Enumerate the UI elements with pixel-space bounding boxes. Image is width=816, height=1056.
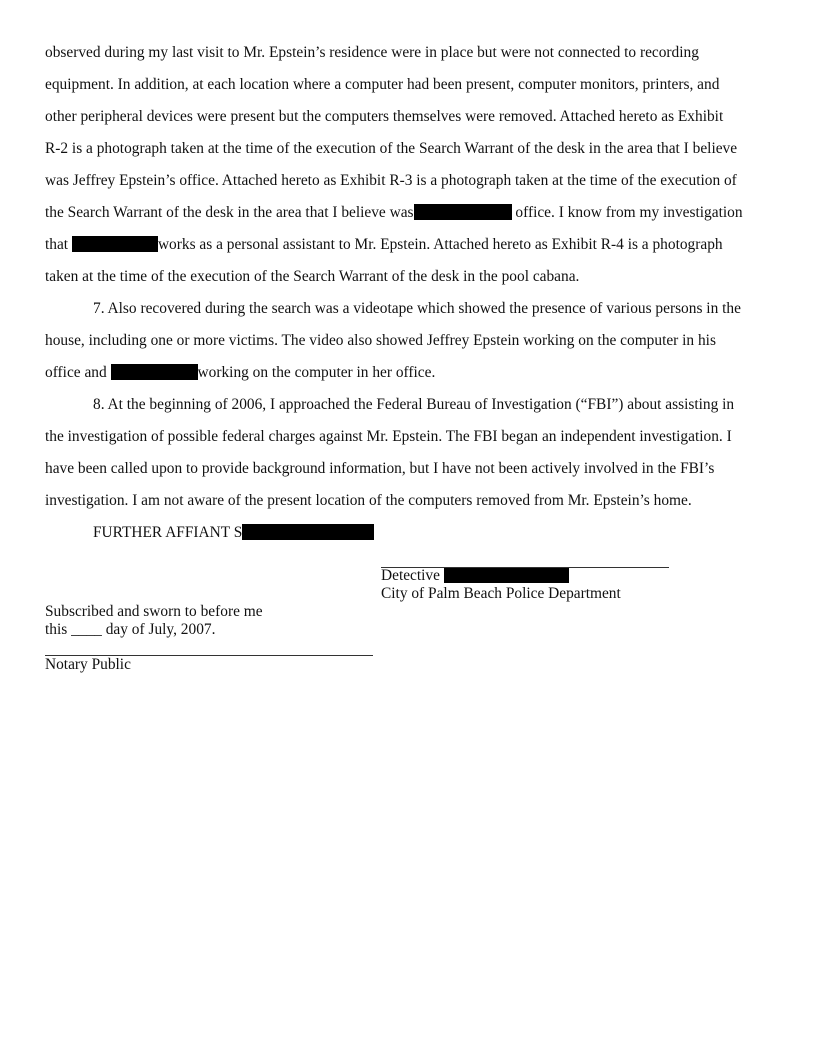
- body-text: works as a personal assistant to Mr. Epstein. Attached hereto as Exhibit R-4 is a photograph: [157, 236, 723, 253]
- body-line-with-redaction: [45, 364, 435, 382]
- further-affiant-line: [93, 524, 374, 542]
- redaction-bar: [72, 236, 158, 252]
- paragraph-7-line: house, including one or more victims. The video also showed Jeffrey Epstein working on the computer in his: [45, 332, 716, 349]
- body-text: office and: [45, 364, 111, 381]
- body-line-with-redaction: [45, 236, 723, 254]
- body-line: R-2 is a photograph taken at the time of the execution of the Search Warrant of the desk in the area that I believe: [45, 140, 738, 157]
- paragraph-8-line: have been called upon to provide background information, but I have not been actively involved in the FBI’s: [45, 460, 715, 477]
- paragraph-8-line: investigation. I am not aware of the present location of the computers removed from Mr. Epstein’s home.: [45, 492, 692, 509]
- body-line-with-redaction: [45, 204, 743, 222]
- paragraph-8-line: 8. At the beginning of 2006, I approached the Federal Bureau of Investigation (“FBI”) about assisting in: [93, 396, 735, 413]
- body-line: was Jeffrey Epstein’s office. Attached hereto as Exhibit R-3 is a photograph taken at the time of the execution of: [45, 172, 737, 189]
- redaction-bar: [111, 364, 198, 380]
- notary-date-line: this ____ day of July, 2007.: [45, 621, 216, 638]
- body-text: the Search Warrant of the desk in the area that I believe was: [45, 204, 414, 221]
- paragraph-7-line: 7. Also recovered during the search was a videotape which showed the presence of various persons in the: [93, 300, 741, 317]
- department-name: City of Palm Beach Police Department: [381, 585, 621, 602]
- body-line: other peripheral devices were present but the computers themselves were removed. Attached hereto as Exhibit: [45, 108, 724, 125]
- body-line: taken at the time of the execution of the Search Warrant of the desk in the pool cabana.: [45, 268, 580, 285]
- body-text: working on the computer in her office.: [197, 364, 436, 381]
- paragraph-8-line: the investigation of possible federal charges against Mr. Epstein. The FBI began an independent investigation. I: [45, 428, 732, 445]
- body-line: observed during my last visit to Mr. Epstein’s residence were in place but were not connected to recording: [45, 44, 699, 61]
- body-text: that: [45, 236, 72, 253]
- notary-public-label: Notary Public: [45, 656, 131, 673]
- notary-sworn-line: Subscribed and sworn to before me: [45, 603, 263, 620]
- redaction-bar: [242, 524, 374, 540]
- body-text: office. I know from my investigation: [511, 204, 743, 221]
- redaction-bar: [444, 568, 569, 583]
- body-line: equipment. In addition, at each location where a computer had been present, computer monitors, printers, and: [45, 76, 720, 93]
- redaction-bar: [414, 204, 512, 220]
- detective-line: [381, 567, 569, 585]
- further-affiant-text: FURTHER AFFIANT S: [93, 524, 243, 541]
- detective-title: Detective: [381, 567, 444, 584]
